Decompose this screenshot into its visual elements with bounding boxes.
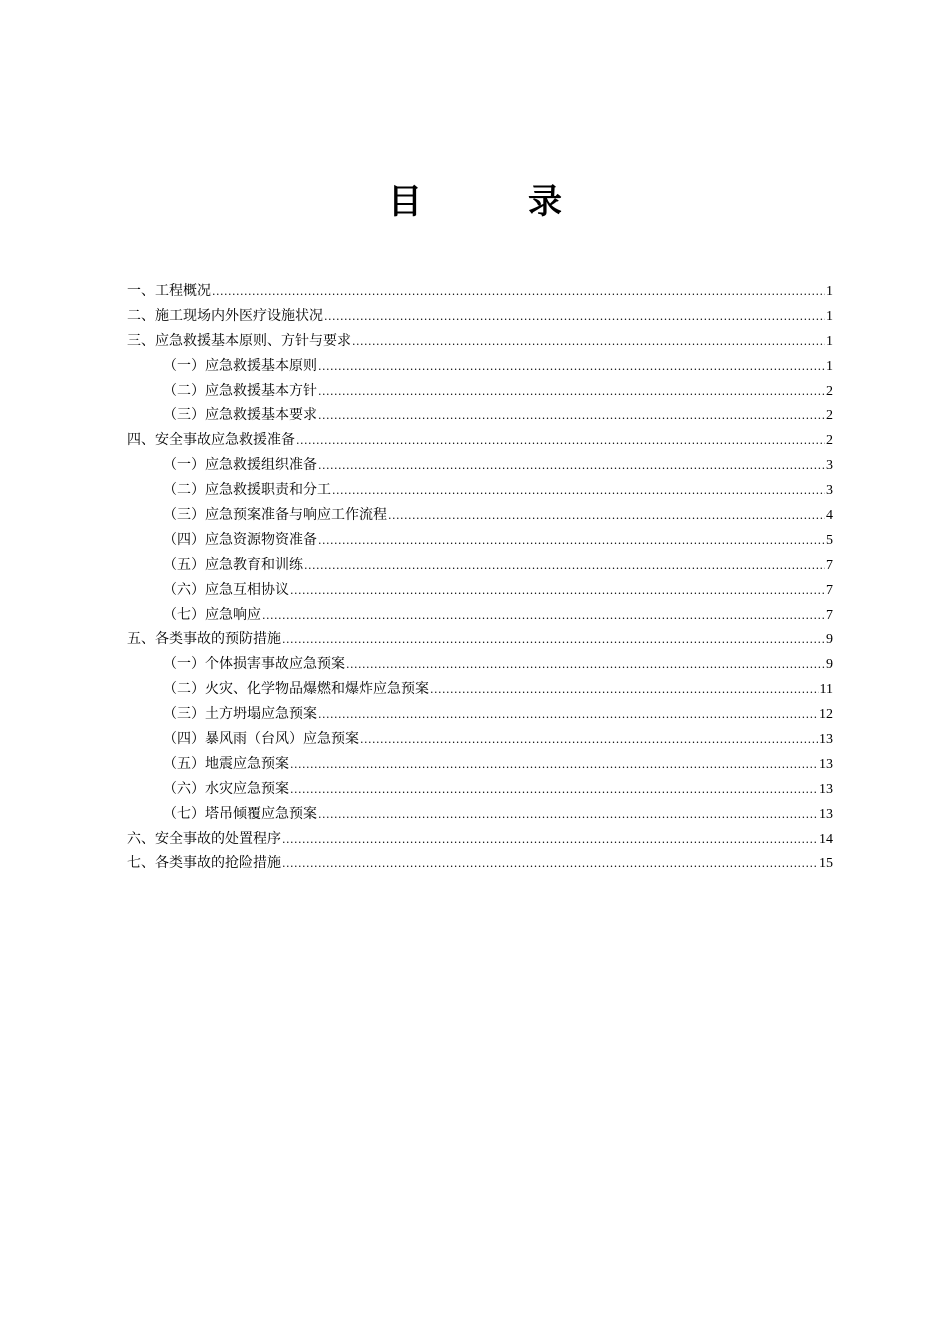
toc-leader bbox=[360, 728, 818, 753]
toc-entry-text: （三）土方坍塌应急预案 bbox=[163, 706, 317, 723]
toc-entry-text: （四）暴风雨（台风）应急预案 bbox=[163, 731, 359, 748]
toc-leader bbox=[430, 678, 819, 703]
toc-entry[interactable] bbox=[127, 827, 833, 852]
toc-leader bbox=[282, 828, 818, 853]
table-of-contents bbox=[127, 279, 833, 876]
toc-entry[interactable] bbox=[127, 727, 833, 752]
toc-entry-text: （二）火灾、化学物品爆燃和爆炸应急预案 bbox=[163, 681, 429, 698]
page-title: 目 录 bbox=[388, 182, 598, 222]
toc-page-number: 5 bbox=[826, 532, 833, 548]
toc-page-number: 13 bbox=[819, 806, 833, 822]
toc-leader bbox=[262, 604, 825, 629]
toc-page-number: 15 bbox=[819, 856, 833, 872]
toc-entry[interactable] bbox=[127, 478, 833, 503]
toc-entry-text: （五）应急教育和训练 bbox=[163, 556, 303, 573]
toc-entry-text: （三）应急救援基本要求 bbox=[163, 407, 317, 424]
toc-entry-text: （三）应急预案准备与响应工作流程 bbox=[163, 507, 387, 524]
toc-page-number: 3 bbox=[826, 483, 833, 499]
toc-entry-text: （一）个体损害事故应急预案 bbox=[163, 656, 345, 673]
toc-leader bbox=[318, 803, 818, 828]
toc-entry-text: （七）应急响应 bbox=[163, 606, 261, 623]
toc-leader bbox=[304, 554, 825, 579]
toc-entry-text: （一）应急救援基本原则 bbox=[163, 357, 317, 374]
toc-page-number: 9 bbox=[826, 657, 833, 673]
toc-entry[interactable] bbox=[127, 652, 833, 677]
toc-page-number: 11 bbox=[819, 682, 833, 698]
toc-page-number: 1 bbox=[826, 308, 833, 324]
toc-entry-text: 二、施工现场内外医疗设施状况 bbox=[127, 307, 323, 324]
toc-leader bbox=[290, 579, 825, 604]
toc-page-number: 1 bbox=[826, 333, 833, 349]
toc-leader bbox=[332, 479, 825, 504]
toc-page-number: 13 bbox=[819, 756, 833, 772]
toc-page-number: 7 bbox=[826, 607, 833, 623]
toc-page-number: 7 bbox=[826, 582, 833, 598]
toc-page-number: 14 bbox=[819, 831, 833, 847]
toc-leader bbox=[282, 628, 825, 653]
toc-entry[interactable] bbox=[127, 553, 833, 578]
toc-entry[interactable] bbox=[127, 379, 833, 404]
toc-entry-text: 一、工程概况 bbox=[127, 283, 211, 299]
toc-page-number: 4 bbox=[826, 508, 833, 524]
toc-entry[interactable] bbox=[127, 802, 833, 827]
toc-entry[interactable] bbox=[127, 528, 833, 553]
toc-leader bbox=[318, 703, 818, 728]
toc-page-number: 2 bbox=[826, 433, 833, 449]
toc-entry-text: （二）应急救援基本方针 bbox=[163, 382, 317, 399]
toc-entry[interactable] bbox=[127, 777, 833, 802]
toc-entry-text: 三、应急救援基本原则、方针与要求 bbox=[127, 332, 351, 349]
toc-page-number: 9 bbox=[826, 632, 833, 648]
toc-entry[interactable] bbox=[127, 503, 833, 528]
toc-leader bbox=[318, 355, 825, 380]
toc-entry-text: （二）应急救援职责和分工 bbox=[163, 482, 331, 499]
toc-page-number: 12 bbox=[819, 707, 833, 723]
toc-page-number: 1 bbox=[826, 358, 833, 374]
toc-leader bbox=[212, 280, 825, 305]
toc-entry-text: 七、各类事故的抢险措施 bbox=[127, 855, 281, 872]
toc-entry[interactable] bbox=[127, 304, 833, 329]
toc-leader bbox=[352, 330, 825, 355]
toc-entry[interactable] bbox=[127, 702, 833, 727]
toc-entry[interactable] bbox=[127, 428, 833, 453]
toc-entry[interactable] bbox=[127, 354, 833, 379]
toc-leader bbox=[290, 778, 818, 803]
toc-entry[interactable] bbox=[127, 578, 833, 603]
toc-leader bbox=[346, 653, 825, 678]
toc-entry[interactable] bbox=[127, 329, 833, 354]
toc-page-number: 13 bbox=[819, 732, 833, 748]
toc-leader bbox=[318, 529, 825, 554]
toc-page-number: 13 bbox=[819, 781, 833, 797]
toc-entry-text: 五、各类事故的预防措施 bbox=[127, 631, 281, 648]
toc-entry-text: （四）应急资源物资准备 bbox=[163, 531, 317, 548]
toc-entry[interactable] bbox=[127, 603, 833, 628]
toc-entry-text: （六）应急互相协议 bbox=[163, 581, 289, 598]
toc-leader bbox=[296, 429, 825, 454]
toc-leader bbox=[318, 380, 825, 405]
toc-leader bbox=[324, 305, 825, 330]
toc-leader bbox=[290, 753, 818, 778]
toc-leader bbox=[388, 504, 825, 529]
toc-entry[interactable] bbox=[127, 677, 833, 702]
toc-entry[interactable] bbox=[127, 851, 833, 876]
toc-entry-text: （七）塔吊倾覆应急预案 bbox=[163, 805, 317, 822]
toc-leader bbox=[318, 404, 825, 429]
toc-page-number: 1 bbox=[826, 284, 833, 299]
toc-entry[interactable] bbox=[127, 279, 833, 304]
toc-entry[interactable] bbox=[127, 403, 833, 428]
toc-page-number: 7 bbox=[826, 557, 833, 573]
toc-entry-text: 四、安全事故应急救援准备 bbox=[127, 432, 295, 449]
toc-entry-text: （一）应急救援组织准备 bbox=[163, 457, 317, 474]
toc-entry-text: 六、安全事故的处置程序 bbox=[127, 830, 281, 847]
toc-leader bbox=[282, 852, 818, 877]
toc-leader bbox=[318, 454, 825, 479]
toc-entry-text: （六）水灾应急预案 bbox=[163, 780, 289, 797]
toc-page-number: 2 bbox=[826, 383, 833, 399]
toc-entry-text: （五）地震应急预案 bbox=[163, 755, 289, 772]
toc-entry[interactable] bbox=[127, 453, 833, 478]
toc-entry[interactable] bbox=[127, 752, 833, 777]
toc-entry[interactable] bbox=[127, 627, 833, 652]
toc-page-number: 2 bbox=[826, 408, 833, 424]
toc-page-number: 3 bbox=[826, 458, 833, 474]
